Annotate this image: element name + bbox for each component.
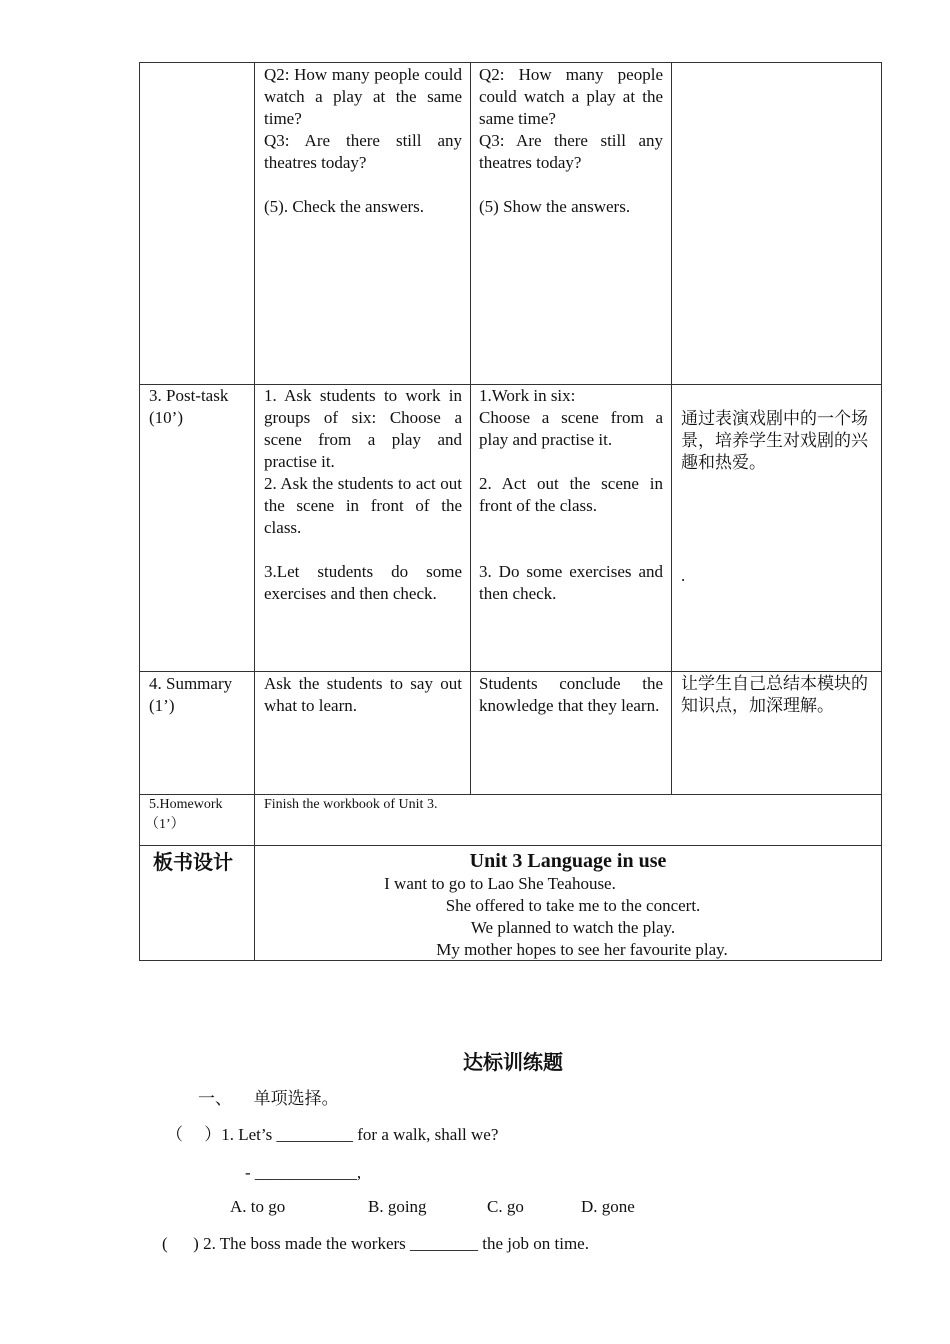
post-teacher-step1: 1. Ask students to work in groups of six: Choose a scene from a play and practise it. [264,386,462,471]
board-line-4: My mother hopes to see her favourite play. [436,940,728,959]
summary-stage-cell [149,673,247,717]
summary-student-text: Students conclude the knowledge that they learn. [479,674,663,715]
board-line-1: I want to go to Lao She Teahouse. [384,874,616,893]
table-col-divider-1 [254,62,255,961]
post-student-step3: 3. Do some exercises and then check. [479,562,663,603]
summary-teacher-cell [264,673,462,717]
cont-teacher-q3: Q3: Are there still any theatres today? [264,131,462,172]
cont-student-q2: Q2: How many people could watch a play at the same time? [479,65,663,128]
post-purpose-dot: . [681,566,686,585]
post-teacher-step2: 2. Ask the students to act out the scene in front of the class. [264,474,462,537]
cont-teacher-step5: (5). Check the answers. [264,197,425,216]
table-border-left [139,62,140,961]
homework-content: Finish the workbook of Unit 3. [264,797,438,812]
post-purpose-text: 通过表演戏剧中的一个场景，培养学生对戏剧的兴趣和热爱。 [681,409,868,473]
cont-student-step5: (5) Show the answers. [479,197,631,216]
cont-teacher-q2: Q2: How many people could watch a play at the same time? [264,65,462,128]
summary-stage-label: 4. Summary (1’) [149,674,233,715]
summary-teacher-text: Ask the students to say out what to learn. [264,674,462,715]
post-student-step2: 2. Act out the scene in front of the class. [479,474,663,515]
board-design-label: 板书设计 [153,850,233,874]
summary-purpose-cell [681,673,873,717]
question-1-option-a: A. to go [230,1197,286,1216]
question-1-option-d: D. gone [581,1197,635,1216]
table-col-divider-3 [671,62,672,794]
post-teacher-step3: 3.Let students do some exercises and then check. [264,562,462,603]
post-purpose-cell [681,408,873,474]
board-line-3: We planned to watch the play. [470,918,676,937]
question-1-option-b: B. going [368,1197,427,1216]
table-col-divider-2 [470,62,471,794]
table-row-divider-4 [139,845,882,846]
post-stage-cell [149,385,247,429]
question-1-reply: - ____________, [245,1163,362,1182]
cont-student-q3: Q3: Are there still any theatres today? [479,131,663,172]
summary-student-cell [479,673,663,717]
board-title: Unit 3 Language in use [469,850,667,872]
board-line-2: She offered to take me to the concert. [445,896,701,915]
post-teacher-cell [264,385,462,605]
question-2: ( ) 2. The boss made the workers ________ the job on time. [162,1234,589,1253]
table-row-divider-3 [139,794,882,795]
question-1: （ ）1. Let’s _________ for a walk, shall we? [166,1125,499,1144]
table-row-divider-2 [139,671,882,672]
post-student-cell [479,385,663,605]
table-border-top [139,62,882,63]
post-student-step1-head: 1.Work in six: [479,386,576,405]
cont-student-cell [479,64,663,218]
post-stage-label: 3. Post-task (10’) [149,386,229,427]
summary-purpose-text: 让学生自己总结本模块的知识点，加深理解。 [681,674,868,716]
exercises-section-heading: 一、 单项选择。 [198,1089,339,1109]
homework-stage-label: 5.Homework [149,797,223,812]
homework-stage-time: （1’） [145,817,185,832]
cont-teacher-cell [264,64,462,218]
table-border-right [881,62,882,961]
question-1-option-c: C. go [487,1197,524,1216]
post-student-step1-body: Choose a scene from a play and practise it. [479,408,663,449]
exercises-title: 达标训练题 [463,1050,563,1074]
